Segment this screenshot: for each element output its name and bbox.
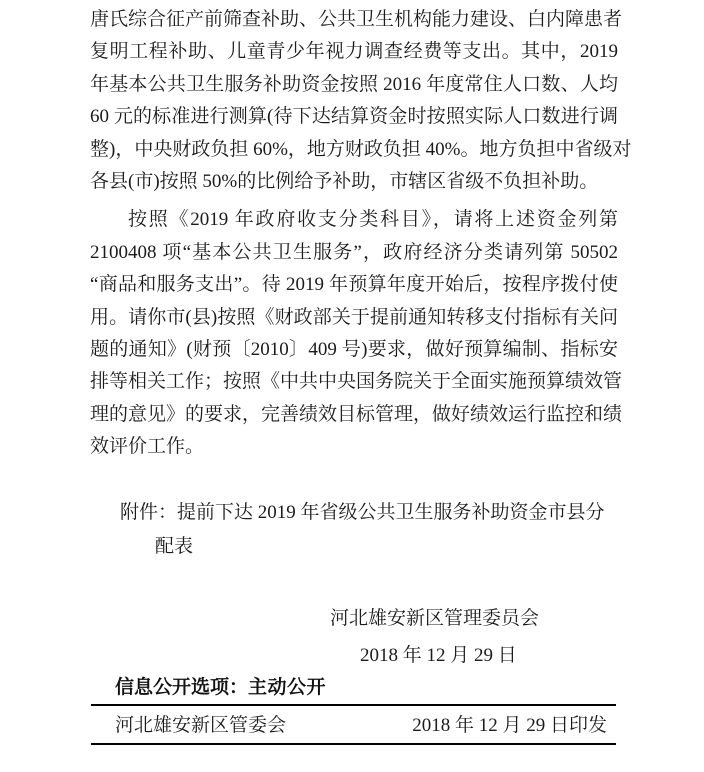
body-line: 唐氏综合征产前筛查补助、公共卫生机构能力建设、白内障患者 (90, 9, 623, 30)
attachment-note-line-1: 附件：提前下达 2019 年省级公共卫生服务补助资金市县分 (120, 502, 605, 523)
signature-date: 2018 年 12 月 29 日 (360, 645, 517, 666)
body-line: 整)，中央财政负担 60%，地方财政负担 40%。地方负担中省级对 (90, 138, 632, 160)
attachment-note-line-2: 配表 (155, 536, 194, 557)
disclosure-value: 主动公开 (248, 677, 327, 698)
disclosure-label: 信息公开选项： (115, 677, 249, 698)
colophon-organization: 河北雄安新区管委会 (115, 715, 287, 736)
body-line: 复明工程补助、儿童青少年视力调查经费等支出。其中，2019 (90, 41, 618, 63)
body-paragraph-1 (90, 4, 632, 198)
body-line: 理的意见》的要求，完善绩效目标管理，做好绩效运行监控和绩 (90, 403, 623, 425)
body-line: “商品和服务支出”。待 2019 年预算年度开始后，按程序拨付使 (90, 274, 618, 296)
body-line: 用。请你市(县)按照《财政部关于提前通知转移支付指标有关问 (90, 306, 618, 328)
colophon-print-date: 2018 年 12 月 29 日印发 (412, 715, 607, 736)
body-line: 题的通知》(财预〔2010〕409 号)要求，做好预算编制、指标安 (90, 338, 618, 360)
signature-organization: 河北雄安新区管理委员会 (330, 608, 540, 629)
body-line: 年基本公共卫生服务补助资金按照 2016 年度常住人口数、人均 (90, 73, 618, 95)
body-line: 2100408 项“基本公共卫生服务”，政府经济分类请列第 50502 (90, 241, 618, 263)
colophon-row (115, 714, 607, 738)
separator-rule-top (91, 704, 616, 706)
body-line: 排等相关工作；按照《中共中央国务院关于全面实施预算绩效管 (90, 371, 623, 393)
disclosure-line (115, 677, 326, 699)
document-body (90, 4, 632, 463)
body-line: 60 元的标准进行测算(待下达结算资金时按照实际人口数进行调 (90, 106, 618, 128)
body-line: 效评价工作。 (90, 436, 205, 458)
body-line: 按照《2019 年政府收支分类科目》，请将上述资金列第 (128, 209, 618, 231)
separator-rule-bottom (91, 743, 616, 745)
body-line: 各县(市)按照 50%的比例给予补助，市辖区省级不负担补助。 (90, 170, 599, 192)
body-paragraph-2 (90, 204, 623, 463)
